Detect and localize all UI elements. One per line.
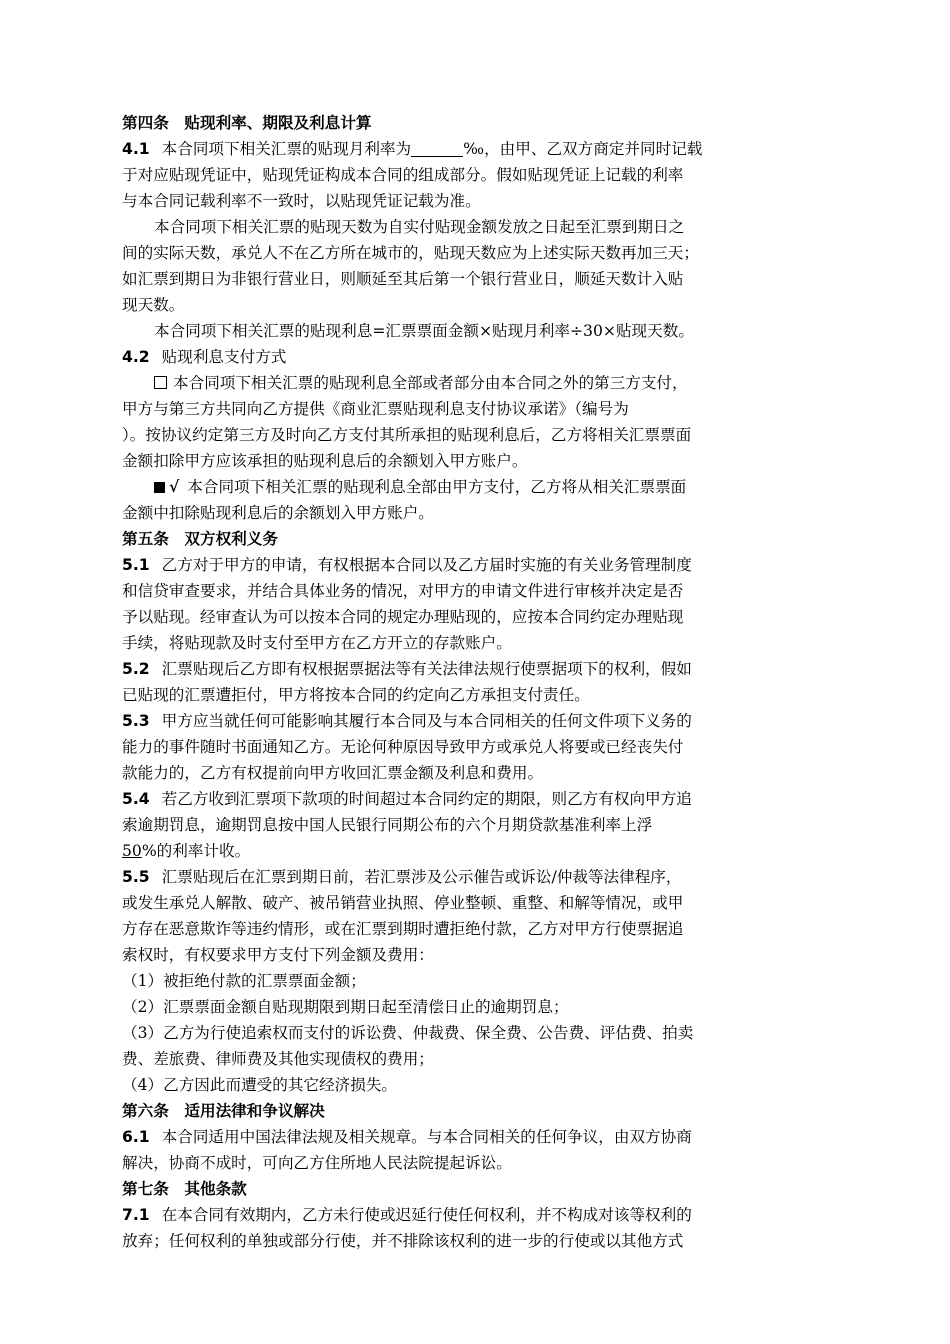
clause-5-3-line-1: 5.3 甲方应当就任何可能影响其履行本合同及与本合同相关的任何文件项下义务的	[122, 712, 692, 730]
unchecked-checkbox-icon	[154, 376, 167, 389]
article-6-heading: 第六条 适用法律和争议解决	[122, 1102, 325, 1120]
option-party-a-line-2: 金额中扣除贴现利息后的余额划入甲方账户。	[122, 504, 434, 522]
clause-number: 4.1	[122, 140, 150, 158]
markup-rate: 50	[122, 842, 142, 860]
clause-5-1-line-2: 和信贷审查要求，并结合具体业务的情况，对甲方的申请文件进行审核并决定是否	[122, 582, 684, 600]
discount-days-line-2: 间的实际天数，承兑人不在乙方所在城市的，贴现天数应为上述实际天数再加三天；	[122, 244, 699, 262]
clause-6-1-line-1: 6.1 本合同适用中国法律法规及相关规章。与本合同相关的任何争议，由双方协商	[122, 1128, 692, 1146]
clause-4-2-title: 4.2 贴现利息支付方式	[122, 348, 287, 366]
clause-5-3-line-3: 款能力的，乙方有权提前向甲方收回汇票金额及利息和费用。	[122, 764, 544, 782]
list-item-3-line-2: 费、差旅费、律师费及其他实现债权的费用；	[122, 1050, 434, 1068]
clause-5-1-line-4: 手续，将贴现款及时支付至甲方在乙方开立的存款账户。	[122, 634, 512, 652]
clause-5-5-line-4: 索权时，有权要求甲方支付下列金额及费用：	[122, 946, 434, 964]
option-party-a-line-1: √ 本合同项下相关汇票的贴现利息全部由甲方支付，乙方将从相关汇票票面	[122, 474, 828, 500]
discount-interest-formula: 本合同项下相关汇票的贴现利息=汇票票面金额×贴现月利率÷30×贴现天数。	[154, 322, 694, 340]
clause-4-1-line-2: 于对应贴现凭证中，贴现凭证构成本合同的组成部分。假如贴现凭证上记载的利率	[122, 166, 684, 184]
clause-number: 5.5	[122, 868, 150, 886]
rate-blank	[411, 138, 463, 157]
discount-days-line-3: 如汇票到期日为非银行营业日，则顺延至其后第一个银行营业日，顺延天数计入贴	[122, 270, 684, 288]
clause-5-3-line-2: 能力的事件随时书面通知乙方。无论何种原因导致甲方或承兑人将要或已经丧失付	[122, 738, 684, 756]
option-third-party-line-2: 甲方与第三方共同向乙方提供《商业汇票贴现利息支付协议承诺》（编号为	[122, 400, 629, 418]
clause-5-5-line-3: 方存在恶意欺诈等违约情形，或在汇票到期时遭拒绝付款，乙方对甲方行使票据追	[122, 920, 684, 938]
checked-box-icon	[154, 482, 165, 493]
clause-4-1-line-3: 与本合同记载利率不一致时，以贴现凭证记载为准。	[122, 192, 481, 210]
clause-5-4-line-1: 5.4 若乙方收到汇票项下款项的时间超过本合同约定的期限，则乙方有权向甲方追	[122, 790, 692, 808]
discount-days-line-1: 本合同项下相关汇票的贴现天数为自实付贴现金额发放之日起至汇票到期日之	[154, 218, 685, 236]
clause-7-1-line-1: 7.1 在本合同有效期内，乙方未行使或迟延行使任何权利，并不构成对该等权利的	[122, 1206, 692, 1224]
clause-6-1-line-2: 解决，协商不成时，可向乙方住所地人民法院提起诉讼。	[122, 1154, 512, 1172]
article-4-heading: 第四条 贴现利率、期限及利息计算	[122, 114, 372, 132]
list-item-3-line-1: （3）乙方为行使追索权而支付的诉讼费、仲裁费、保全费、公告费、评估费、拍卖	[122, 1024, 694, 1042]
article-7-heading: 第七条 其他条款	[122, 1180, 247, 1198]
clause-number: 5.3	[122, 712, 150, 730]
clause-number: 5.4	[122, 790, 150, 808]
discount-days-line-4: 现天数。	[122, 296, 185, 314]
clause-5-1-line-3: 予以贴现。经审查认为可以按本合同的规定办理贴现的，应按本合同约定办理贴现	[122, 608, 684, 626]
clause-5-2-line-1: 5.2 汇票贴现后乙方即有权根据票据法等有关法律法规行使票据项下的权利，假如	[122, 660, 692, 678]
clause-number: 5.1	[122, 556, 150, 574]
clause-5-1-line-1: 5.1 乙方对于甲方的申请，有权根据本合同以及乙方届时实施的有关业务管理制度	[122, 556, 692, 574]
option-third-party-line-1: 本合同项下相关汇票的贴现利息全部或者部分由本合同之外的第三方支付，	[122, 370, 828, 396]
clause-number: 6.1	[122, 1128, 150, 1146]
option-third-party-line-4: 金额扣除甲方应该承担的贴现利息后的余额划入甲方账户。	[122, 452, 528, 470]
list-item-1: （1）被拒绝付款的汇票票面金额；	[122, 972, 366, 990]
contract-page	[122, 110, 828, 1254]
clause-5-4-line-2: 索逾期罚息，逾期罚息按中国人民银行同期公布的六个月期贷款基准利率上浮	[122, 816, 653, 834]
clause-4-1-line-1: 4.1 本合同项下相关汇票的贴现月利率为 ‰，由甲、乙双方商定并同时记载	[122, 140, 703, 158]
clause-number: 4.2	[122, 348, 150, 366]
clause-7-1-line-2: 放弃；任何权利的单独或部分行使，并不排除该权利的进一步的行使或以其他方式	[122, 1232, 684, 1250]
list-item-4: （4）乙方因此而遭受的其它经济损失。	[122, 1076, 398, 1094]
clause-number: 7.1	[122, 1206, 150, 1224]
clause-5-5-line-1: 5.5 汇票贴现后在汇票到期日前，若汇票涉及公示催告或诉讼/仲裁等法律程序，	[122, 868, 682, 886]
check-mark: √	[169, 477, 180, 496]
article-5-heading: 第五条 双方权利义务	[122, 530, 278, 548]
option-third-party-line-3: ）。按协议约定第三方及时向乙方支付其所承担的贴现利息后，乙方将相关汇票票面	[122, 426, 692, 444]
clause-5-5-line-2: 或发生承兑人解散、破产、被吊销营业执照、停业整顿、重整、和解等情况，或甲	[122, 894, 684, 912]
list-item-2: （2）汇票票面金额自贴现期限到期日起至清偿日止的逾期罚息；	[122, 998, 569, 1016]
clause-5-4-line-3: 50%的利率计收。	[122, 842, 251, 860]
clause-5-2-line-2: 已贴现的汇票遭拒付，甲方将按本合同的约定向乙方承担支付责任。	[122, 686, 590, 704]
clause-number: 5.2	[122, 660, 150, 678]
